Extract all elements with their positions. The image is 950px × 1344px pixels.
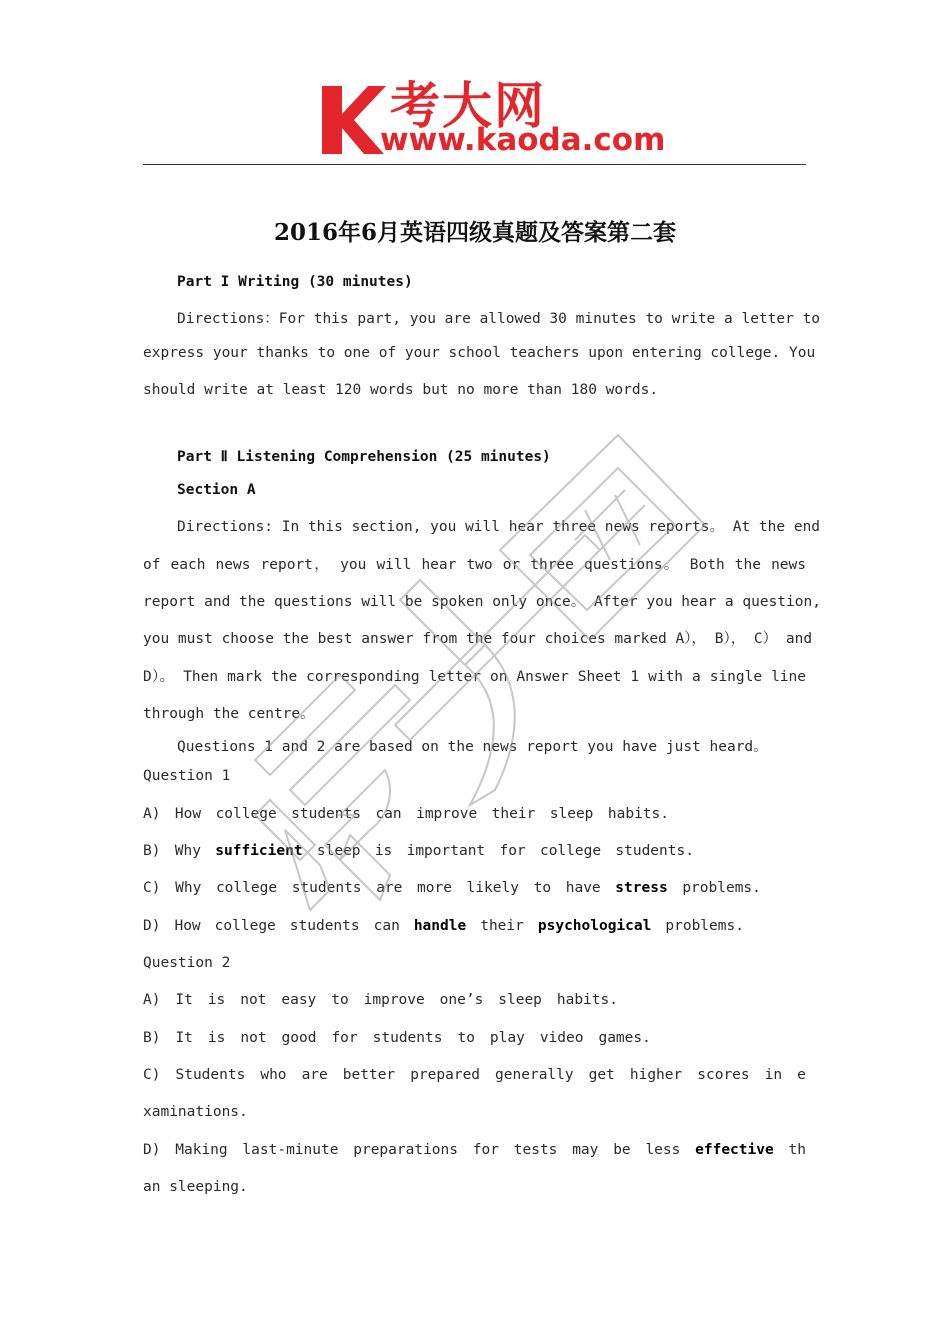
section-heading: Section A — [177, 482, 256, 498]
part1-directions-line: should write at least 120 words but no more than 180 words. — [143, 382, 659, 398]
part2-directions-line: you must choose the best answer from the four choices marked A）， B）， C） and — [143, 631, 813, 647]
part2-directions-line: Directions: In this section, you will hear three news reports。 At the end — [177, 519, 821, 535]
q2-option-d: D) Making last-minute preparations for tests may be less effective th — [143, 1142, 806, 1158]
logo-url: www.kaoda.com — [380, 122, 666, 158]
q2-option-b: B) It is not good for students to play video games. — [143, 1030, 651, 1046]
part1-directions-line: express your thanks to one of your school teachers upon entering college. You — [143, 345, 816, 361]
q2-option-a: A) It is not easy to improve one’s sleep habits. — [143, 992, 618, 1008]
q1-option-b: B) Why sufficient sleep is important for college students. — [143, 843, 694, 859]
q2-option-c-continued: xaminations. — [143, 1104, 248, 1120]
q1-option-d: D) How college students can handle their psychological problems. — [143, 918, 744, 934]
part2-directions-line: report and the questions will be spoken only once。 After you hear a question, — [143, 594, 821, 610]
part2-directions-line: of each news report， you will hear two or three questions。 Both the news — [143, 557, 806, 573]
k-logo-icon — [318, 82, 388, 157]
q2-option-c: C) Students who are better prepared generally get higher scores in e — [143, 1067, 806, 1083]
part1-directions-line: Directions：For this part, you are allowed 30 minutes to write a letter to — [177, 311, 821, 327]
question2-label: Question 2 — [143, 955, 231, 971]
header-divider — [143, 164, 806, 165]
q1-option-a: A) How college students can improve their sleep habits. — [143, 806, 669, 822]
page-title: 2016年6月英语四级真题及答案第二套 — [273, 219, 677, 246]
site-logo — [318, 72, 666, 162]
questions-intro: Questions 1 and 2 are based on the news report you have just heard。 — [177, 739, 768, 755]
part2-directions-line: through the centre。 — [143, 706, 315, 722]
part2-directions-line: D）。 Then mark the corresponding letter on Answer Sheet 1 with a single line — [143, 669, 806, 685]
part1-heading: Part I Writing (30 minutes) — [177, 274, 413, 290]
question1-label: Question 1 — [143, 768, 231, 784]
part2-heading: Part Ⅱ Listening Comprehension (25 minutes) — [177, 449, 551, 465]
logo-text-cn: 考大网 — [390, 77, 546, 135]
q2-option-d-continued: an sleeping. — [143, 1179, 248, 1195]
q1-option-c: C) Why college students are more likely to have stress problems. — [143, 880, 761, 896]
